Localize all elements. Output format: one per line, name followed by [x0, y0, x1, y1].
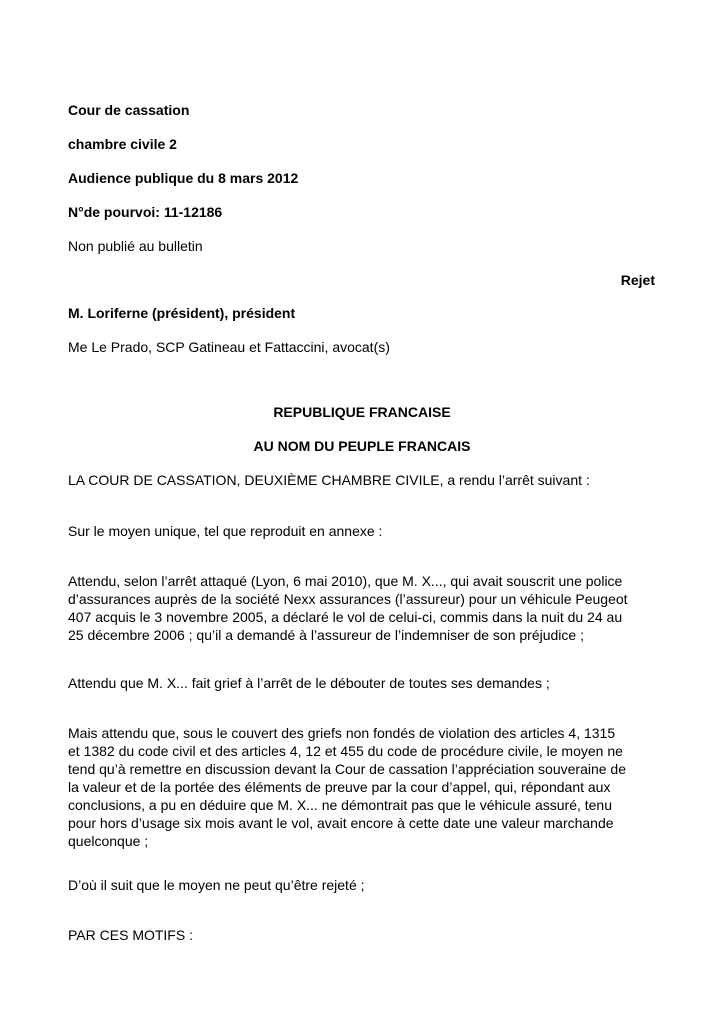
motifs-heading: PAR CES MOTIFS :	[68, 927, 193, 943]
lawyers-list: Me Le Prado, SCP Gatineau et Fattaccini, avocat(s)	[68, 339, 390, 355]
paragraph-line: conclusions, a pu en déduire que M. X... ne démontrait pas que le véhicule assuré, tenu	[68, 797, 613, 813]
court-name: Cour de cassation	[68, 102, 190, 118]
paragraph-line: pour hors d’usage six mois avant le vol, avait encore à cette date une valeur marchande	[68, 815, 614, 831]
paragraph-line: 25 décembre 2006 ; qu’il a demandé à l’assureur de l’indemniser de son préjudice ;	[68, 627, 584, 643]
people-heading: AU NOM DU PEUPLE FRANCAIS	[253, 438, 471, 454]
attendu-paragraph-2: Attendu que M. X... fait grief à l’arrêt de le débouter de toutes ses demandes ;	[68, 675, 550, 691]
conclusion-paragraph: D’où il suit que le moyen ne peut qu’être rejeté ;	[68, 877, 365, 893]
appeal-number: N°de pourvoi: 11-12186	[68, 204, 223, 220]
attendu-paragraph-1	[68, 572, 658, 644]
paragraph-line: quelconque ;	[68, 833, 149, 849]
president-name: M. Loriferne (président), président	[68, 305, 296, 321]
paragraph-line: la valeur et de la portée des éléments de preuve par la cour d’appel, qui, répondant aux	[68, 779, 611, 795]
paragraph-line: et 1382 du code civil et des articles 4, 12 et 455 du code de procédure civile, le moyen ne	[68, 743, 623, 759]
paragraph-line: Attendu, selon l’arrêt attaqué (Lyon, 6 mai 2010), que M. X..., qui avait souscrit une police	[68, 573, 623, 589]
paragraph-line: tend qu’à remettre en discussion devant la Cour de cassation l’appréciation souveraine de	[68, 761, 627, 777]
republic-heading: REPUBLIQUE FRANCAISE	[273, 404, 451, 420]
intro-paragraph: LA COUR DE CASSATION, DEUXIÈME CHAMBRE CIVILE, a rendu l’arrêt suivant :	[68, 472, 590, 488]
moyen-paragraph: Sur le moyen unique, tel que reproduit en annexe :	[68, 523, 383, 539]
paragraph-line: 407 acquis le 3 novembre 2005, a déclaré le vol de celui-ci, commis dans la nuit du 24 au	[68, 609, 623, 625]
publication-status: Non publié au bulletin	[68, 238, 203, 254]
paragraph-line: Mais attendu que, sous le couvert des griefs non fondés de violation des articles 4, 1315	[68, 725, 616, 741]
outcome-label: Rejet	[620, 272, 655, 288]
hearing-date: Audience publique du 8 mars 2012	[68, 170, 299, 186]
chamber-name: chambre civile 2	[68, 136, 177, 152]
paragraph-line: d’assurances auprès de la société Nexx assurances (l’assureur) pour un véhicule Peugeot	[68, 591, 628, 607]
mais-attendu-paragraph	[68, 724, 658, 850]
